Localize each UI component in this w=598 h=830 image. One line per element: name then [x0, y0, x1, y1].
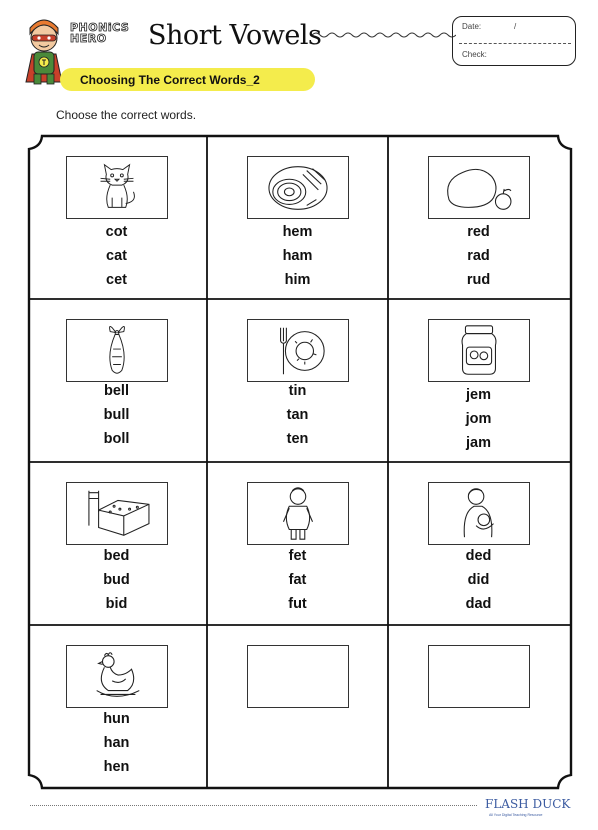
- word-cell-7: [26, 462, 207, 625]
- empty-picture-box: [247, 645, 349, 708]
- word-option[interactable]: ten: [286, 431, 309, 447]
- word-option[interactable]: jam: [466, 435, 491, 451]
- jam-picture: [428, 319, 530, 382]
- word-cell-2: [207, 136, 388, 299]
- word-option[interactable]: fet: [288, 548, 307, 564]
- bell-icon: [67, 320, 167, 381]
- word-cell-12: [388, 625, 569, 788]
- word-cell-4: [26, 299, 207, 462]
- word-option[interactable]: fut: [288, 596, 307, 612]
- word-option[interactable]: bud: [103, 572, 130, 588]
- word-option[interactable]: ded: [465, 548, 492, 564]
- word-option[interactable]: bed: [103, 548, 130, 564]
- cat-icon: [67, 157, 167, 218]
- jam-jar-icon: [429, 320, 529, 381]
- footer-divider: [30, 805, 477, 806]
- word-cell-3: [388, 136, 569, 299]
- word-option[interactable]: rad: [467, 248, 490, 264]
- date-divider: [459, 43, 571, 44]
- word-option[interactable]: cot: [105, 224, 128, 240]
- word-option[interactable]: hen: [103, 759, 130, 775]
- bed-picture: [66, 482, 168, 545]
- word-option[interactable]: boll: [103, 431, 130, 447]
- tin-can-icon: [248, 320, 348, 381]
- tin-picture: [247, 319, 349, 382]
- word-option[interactable]: did: [467, 572, 490, 588]
- date-label: Date:: [462, 22, 482, 31]
- phonics-hero-logo: [70, 22, 129, 44]
- word-option[interactable]: cet: [106, 272, 127, 288]
- word-cell-1: [26, 136, 207, 299]
- word-cell-8: [207, 462, 388, 625]
- empty-picture-box: [428, 645, 530, 708]
- word-option[interactable]: tin: [288, 383, 307, 399]
- hen-picture: [66, 645, 168, 708]
- check-label: Check:: [462, 50, 487, 59]
- flash-duck-tagline: All Your Digital Teaching Resource: [489, 813, 543, 817]
- word-option[interactable]: hem: [282, 224, 313, 240]
- page-title: Short Vowels: [148, 20, 322, 51]
- brand-line2: HERO: [70, 32, 107, 45]
- word-cell-9: [388, 462, 569, 625]
- dad-with-baby-icon: [429, 483, 529, 544]
- flash-duck-logo: FLASH DUCK: [485, 797, 571, 811]
- bed-icon: [67, 483, 167, 544]
- word-cell-5: [207, 299, 388, 462]
- word-option[interactable]: red: [467, 224, 490, 240]
- worksheet-subtitle: Choosing The Correct Words_2: [80, 73, 260, 87]
- word-option[interactable]: bell: [104, 383, 129, 399]
- bell-picture: [66, 319, 168, 382]
- word-option[interactable]: fat: [288, 572, 307, 588]
- word-cell-6: [388, 299, 569, 462]
- date-slash: /: [514, 22, 517, 31]
- word-option[interactable]: jom: [465, 411, 492, 427]
- word-option[interactable]: bull: [103, 407, 130, 423]
- word-option[interactable]: tan: [286, 407, 309, 423]
- ham-picture: [247, 156, 349, 219]
- word-option[interactable]: han: [103, 735, 130, 751]
- fat-boy-icon: [248, 483, 348, 544]
- red-apple-icon: [429, 157, 529, 218]
- instruction-text: Choose the correct words.: [56, 108, 197, 122]
- word-option[interactable]: rud: [466, 272, 491, 288]
- word-cell-10: [26, 625, 207, 788]
- word-option[interactable]: ham: [282, 248, 313, 264]
- fat-picture: [247, 482, 349, 545]
- wavy-divider: [312, 28, 456, 42]
- dad-picture: [428, 482, 530, 545]
- word-option[interactable]: him: [284, 272, 311, 288]
- brand-line1: PHONiCS: [70, 21, 130, 34]
- word-cell-11: [207, 625, 388, 788]
- hen-icon: [67, 646, 167, 707]
- word-option[interactable]: dad: [465, 596, 492, 612]
- word-option[interactable]: jem: [466, 387, 491, 403]
- cat-picture: [66, 156, 168, 219]
- word-option[interactable]: bid: [105, 596, 128, 612]
- word-option[interactable]: hun: [103, 711, 130, 727]
- ham-icon: [248, 157, 348, 218]
- red-picture: [428, 156, 530, 219]
- word-option[interactable]: cat: [106, 248, 127, 264]
